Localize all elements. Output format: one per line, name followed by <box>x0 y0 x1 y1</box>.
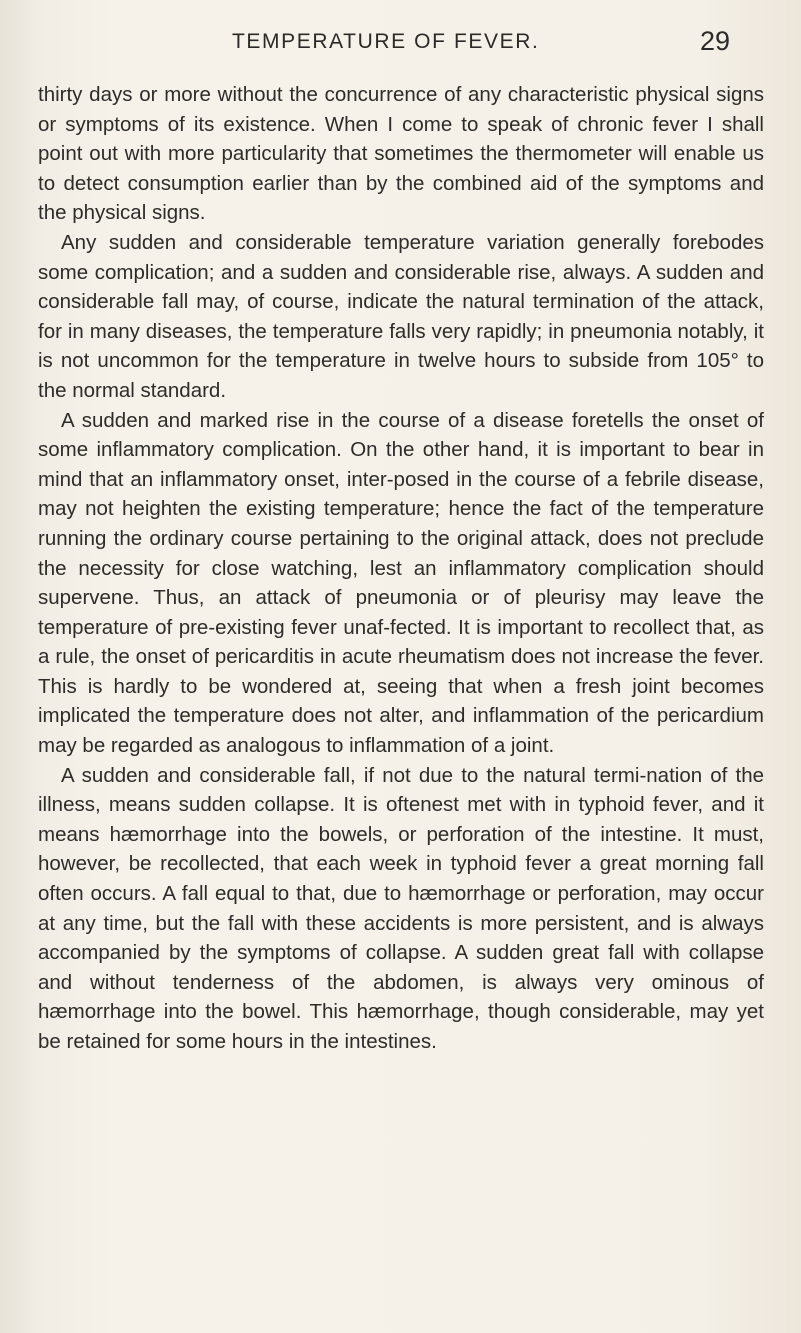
body-text <box>38 80 764 1057</box>
paragraph-1: thirty days or more without the concurrence of any characteristic physical signs or symptoms of its existence. When I come to speak of chronic fever I shall point out with more particularity that sometimes the thermometer will enable us to detect consumption earlier than by the combined aid of the symptoms and the physical signs. <box>38 83 764 225</box>
page-header <box>0 20 801 60</box>
running-title: TEMPERATURE OF FEVER. <box>232 30 540 53</box>
paragraph-4: A sudden and considerable fall, if not due to the natural termi-nation of the illness, means sudden collapse. It is oftenest met with in typhoid fever, and it means hæmorrhage into the bowels, or perforation of the intestine. It must, however, be recollected, that each week in typhoid fever a great morning fall often occurs. A fall equal to that, due to hæmorrhage or perforation, may occur at any time, but the fall with these accidents is more persistent, and is always accompanied by the symptoms of collapse. A sudden great fall with collapse and without tenderness of the abdomen, is always very ominous of hæmorrhage into the bowel. This hæmorrhage, though considerable, may yet be retained for some hours in the intestines. <box>38 763 764 1053</box>
page-number: 29 <box>700 26 731 56</box>
paragraph-2: Any sudden and considerable temperature variation generally forebodes some complication; and a sudden and considerable rise, always. A sudden and considerable fall may, of course, indicate the natural termination of the attack, for in many diseases, the temperature falls very rapidly; in pneumonia notably, it is not uncommon for the temperature in twelve hours to subside from 105° to the normal standard. <box>38 230 764 402</box>
paragraph-3: A sudden and marked rise in the course of a disease foretells the onset of some inflammatory complication. On the other hand, it is important to bear in mind that an inflammatory onset, inter-posed in the course of a febrile disease, may not heighten the existing temperature; hence the fact of the temperature running the ordinary course pertaining to the original attack, does not preclude the necessity for close watching, lest an inflammatory complication should supervene. Thus, an attack of pneumonia or of pleurisy may leave the temperature of pre-existing fever unaf-fected. It is important to recollect that, as a rule, the onset of pericarditis in acute rheumatism does not increase the fever. This is hardly to be wondered at, seeing that when a fresh joint becomes implicated the temperature does not alter, and inflammation of the pericardium may be regarded as analogous to inflammation of a joint. <box>38 408 764 758</box>
